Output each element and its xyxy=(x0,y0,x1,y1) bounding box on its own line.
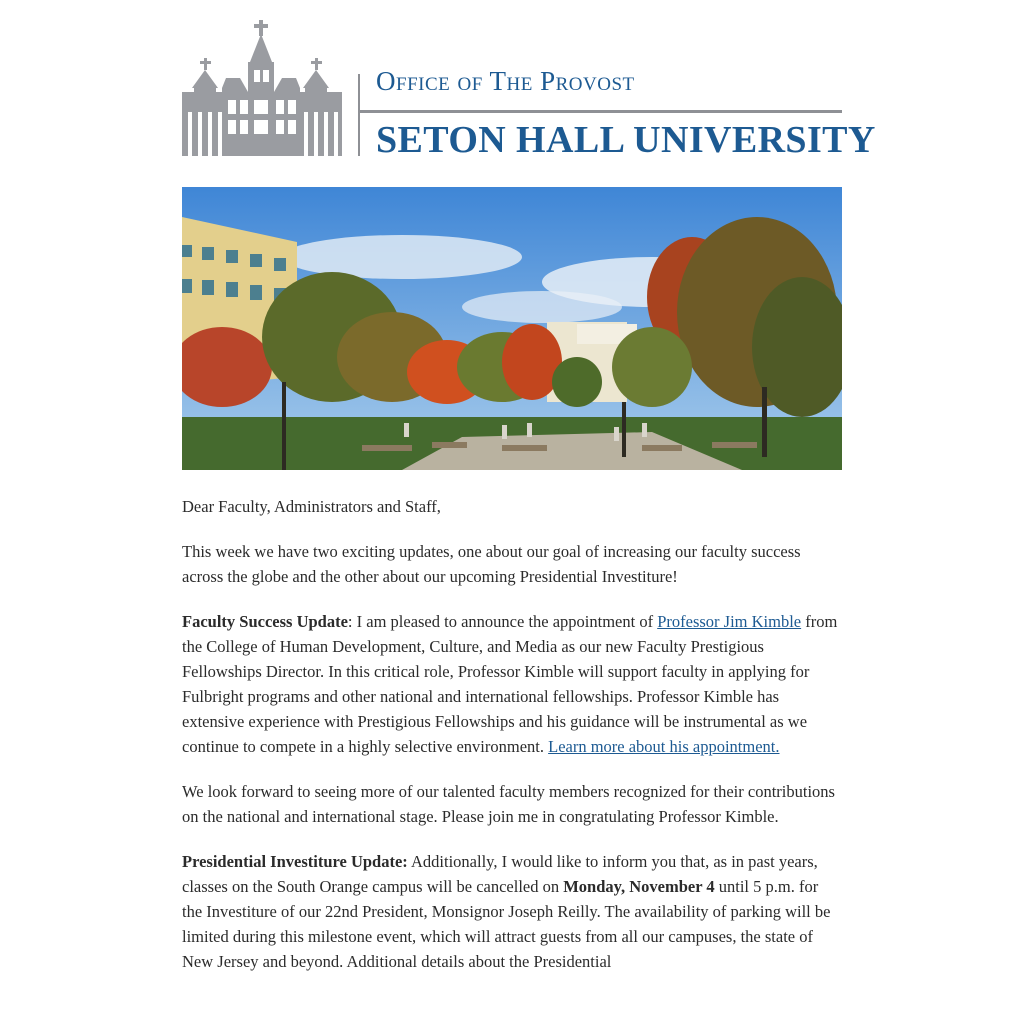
office-title: Office of The Provost xyxy=(376,66,635,96)
learn-more-link[interactable]: Learn more about his appointment. xyxy=(548,737,780,756)
faculty-success-paragraph: Faculty Success Update: I am pleased to announce the appointment of Professor Jim Kimble from the College of Human Development, Culture, and Media as our new Faculty Prestigious Fellowships Director. In this critical role, Professor Kimble will support faculty in applying for Fulbright programs and other national and international fellowships. Professor Kimble has extensive experience with Prestigious Fellowships and his guidance will be instrumental as we continue to compete in a highly selective environment. Learn more about his appointment. xyxy=(182,612,838,756)
letter-content xyxy=(182,494,842,994)
seton-hall-church-logo-icon xyxy=(182,18,342,158)
congratulations-paragraph: We look forward to seeing more of our talented faculty members recognized for their contributions on the national and international stage. Please join me in congratulating Professor Kimble. xyxy=(182,782,835,826)
investiture-label: Presidential Investiture Update: xyxy=(182,852,408,871)
greeting: Dear Faculty, Administrators and Staff, xyxy=(182,497,441,516)
intro-paragraph: This week we have two exciting updates, one about our goal of increasing our faculty success across the globe and the other about our upcoming Presidential Investiture! xyxy=(182,542,801,586)
university-title: SETON HALL UNIVERSITY xyxy=(376,119,876,161)
professor-jim-kimble-link[interactable]: Professor Jim Kimble xyxy=(657,612,802,631)
faculty-success-label: Faculty Success Update xyxy=(182,612,348,631)
investiture-date: Monday, November 4 xyxy=(563,877,715,896)
campus-photo xyxy=(182,187,842,470)
header-rule xyxy=(360,110,842,113)
investiture-paragraph: Presidential Investiture Update: Additionally, I would like to inform you that, as in past years, classes on the South Orange campus will be cancelled on Monday, November 4 until 5 p.m. for the Investiture of our 22nd President, Monsignor Joseph Reilly. The availability of parking will be limited during this milestone event, which will attract guests from all our campuses, the state of New Jersey and beyond. Additional details about the Presidential xyxy=(182,852,831,971)
header-divider xyxy=(358,74,360,156)
provost-header xyxy=(182,18,876,161)
